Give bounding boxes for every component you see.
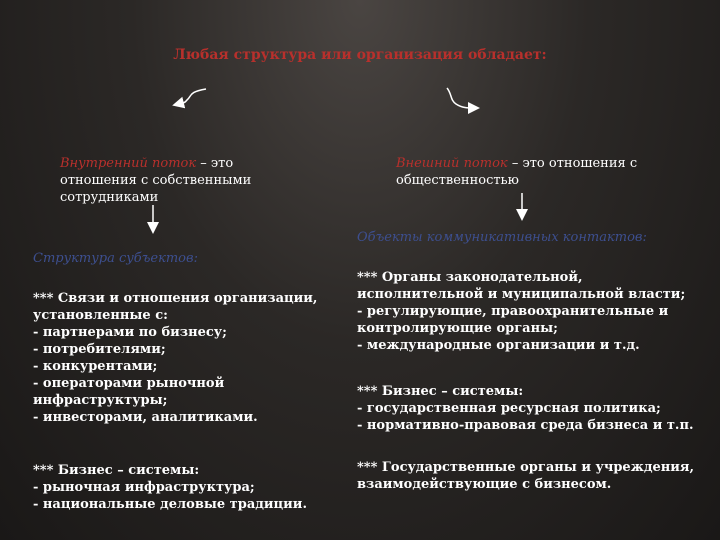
internal-flow-text (60, 138, 290, 206)
external-flow-term: Внешний поток (396, 156, 508, 171)
diagram-title: Любая структура или организация обладает: (173, 47, 547, 63)
subjects-structure-heading: Структура субъектов: (33, 251, 198, 266)
subjects-relations-block: *** Связи и отношения организации, установленные с: - партнерами по бизнесу; - потребителями; - конкурентами; - операторами рыночной инфраструктуры; - инвесторами, аналитиками. (33, 291, 318, 425)
curved-arrow-right (447, 88, 474, 108)
internal-flow-definition: – это отношения с собственными сотрудниками (60, 156, 252, 205)
business-systems-block: *** Бизнес – системы: - государственная ресурсная политика; - нормативно-правовая среда бизнеса и т.п. (357, 384, 694, 433)
subjects-business-systems-block: *** Бизнес – системы: - рыночная инфраструктура; - национальные деловые традиции. (33, 463, 307, 512)
internal-flow-term: Внутренний поток (60, 156, 197, 171)
state-bodies-block: *** Государственные органы и учреждения, взаимодействующие с бизнесом. (357, 460, 695, 492)
contact-objects-heading: Объекты коммуникативных контактов: (357, 230, 647, 245)
external-flow-definition: – это отношения с общественностью (396, 156, 638, 188)
curved-arrow-left (178, 89, 206, 104)
authorities-block: *** Органы законодательной, исполнительной и муниципальной власти; - регулирующие, правоохранительные и контролирующие органы; - международные организации и т.д. (357, 270, 686, 353)
external-flow-text (396, 138, 666, 189)
